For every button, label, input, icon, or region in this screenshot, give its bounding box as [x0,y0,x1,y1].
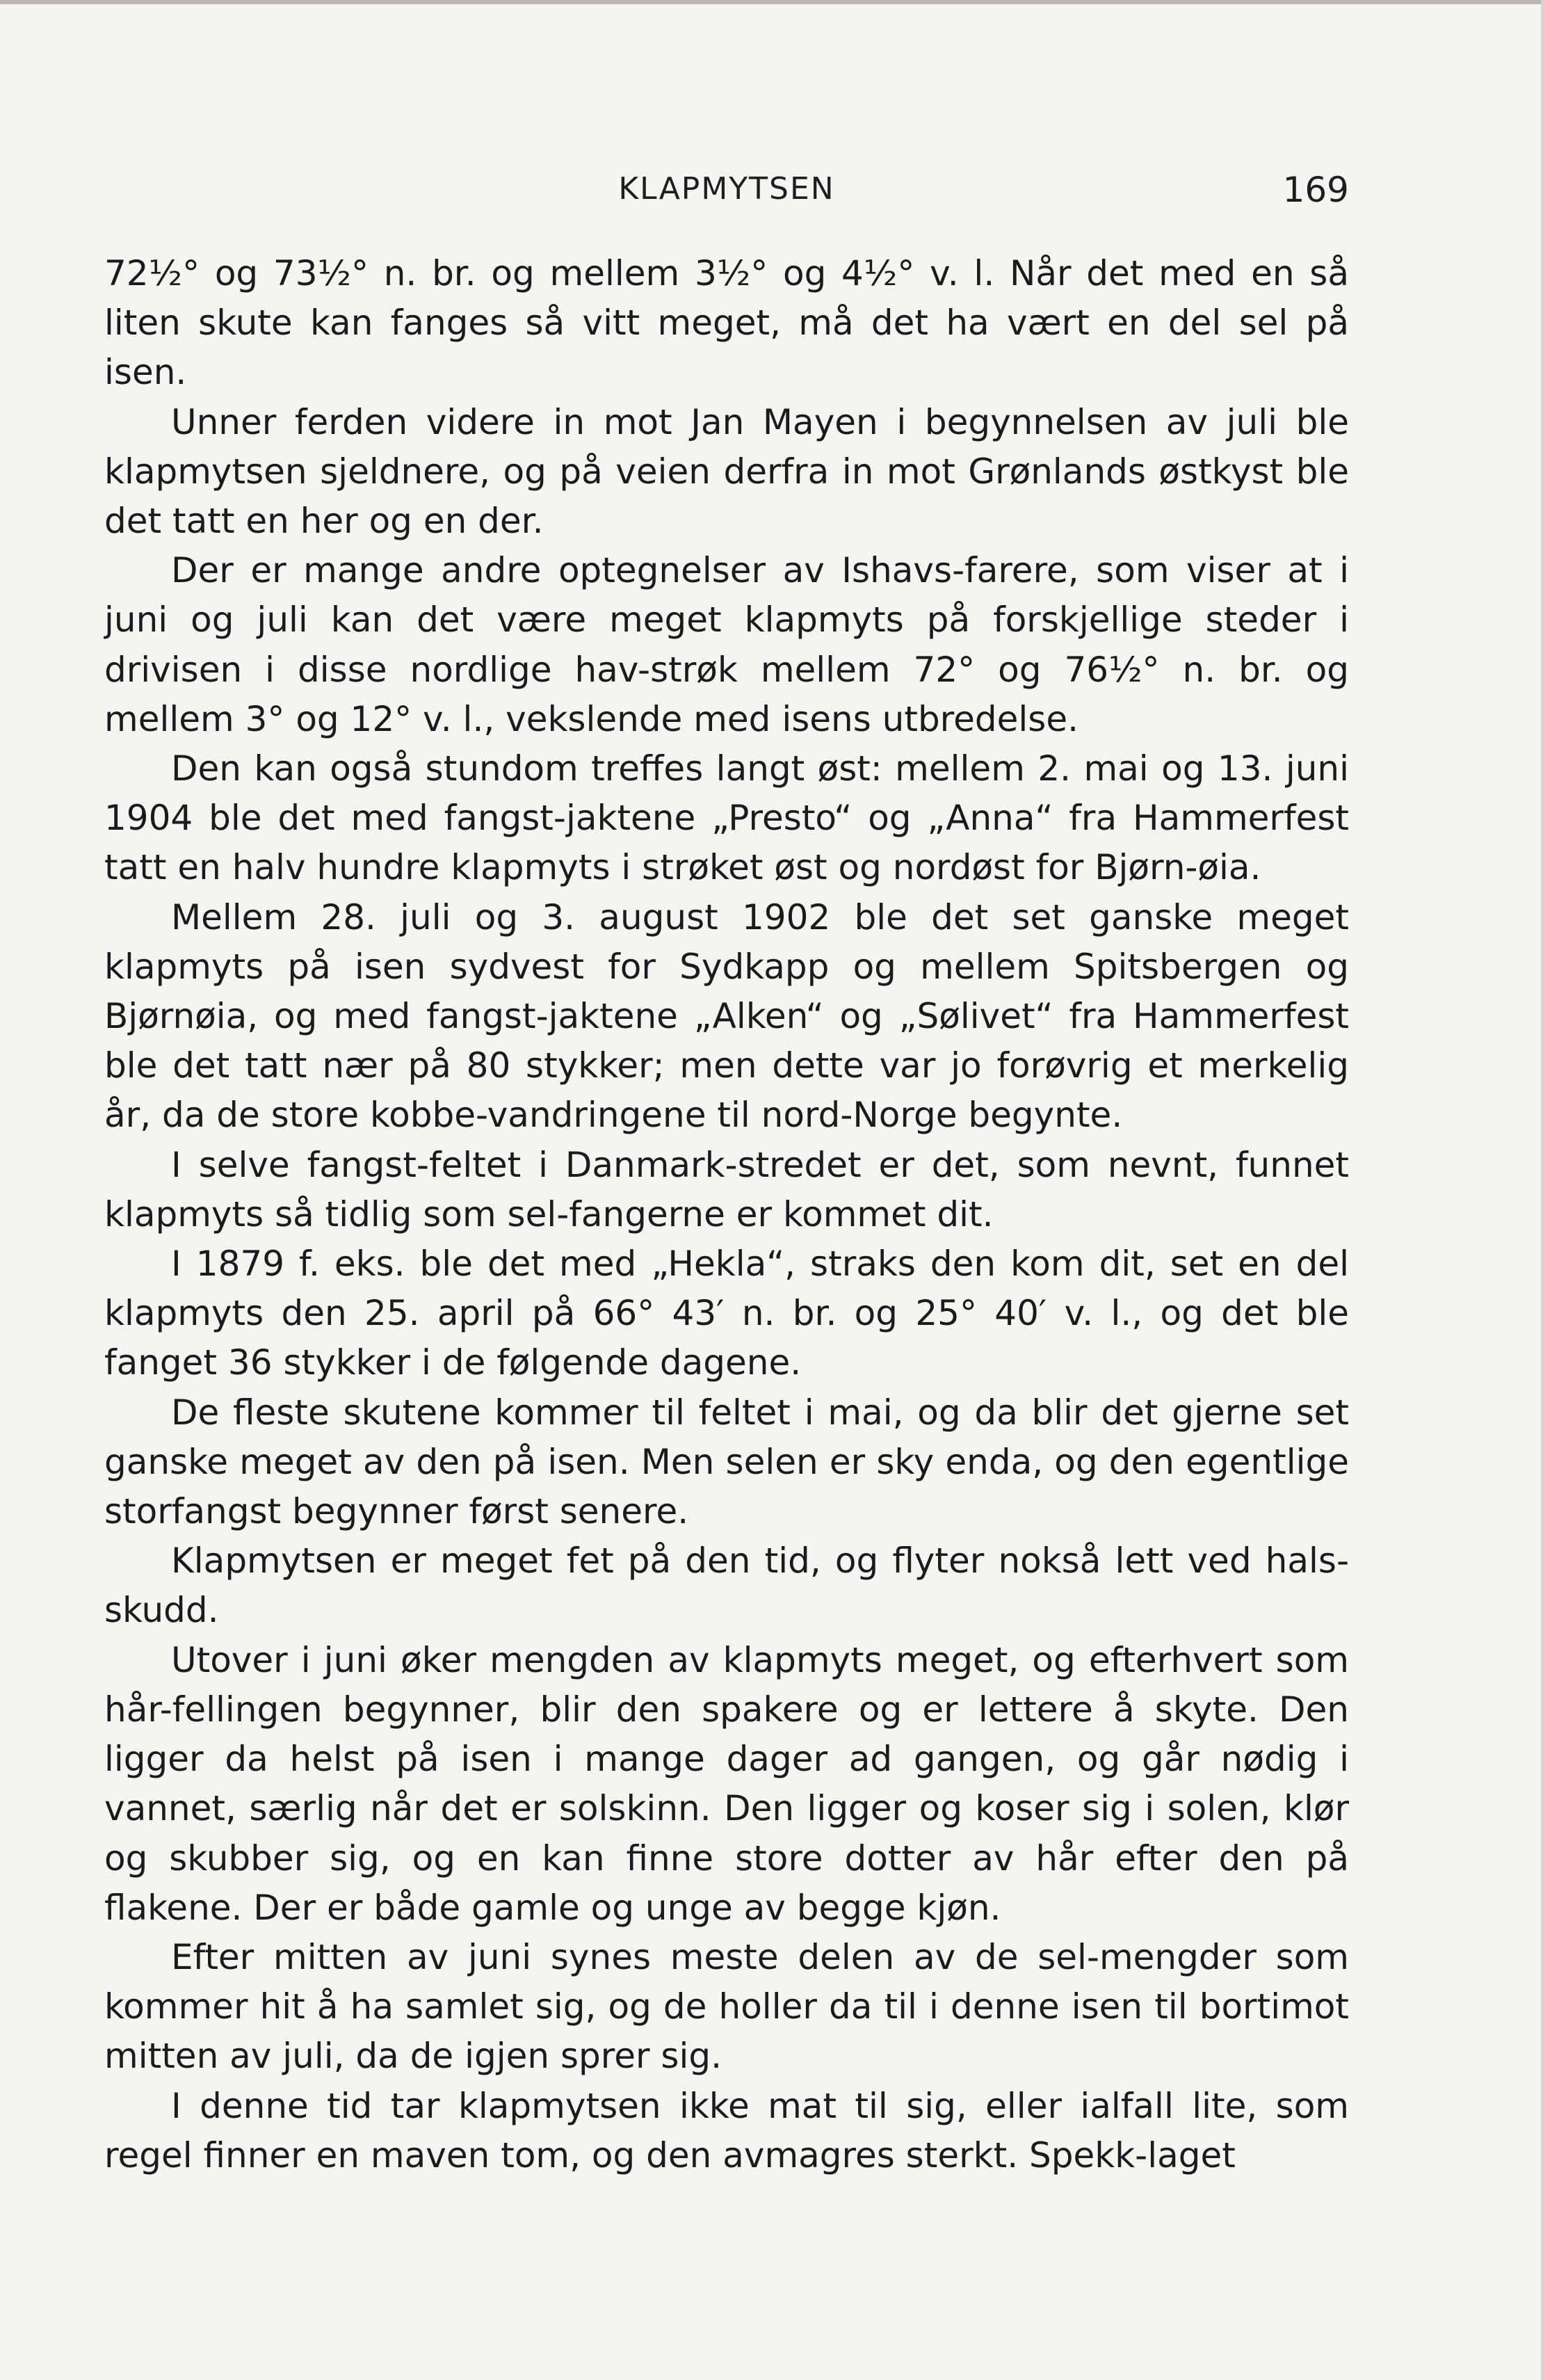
paragraph: I denne tid tar klapmytsen ikke mat til sig, eller ialfall lite, som regel finner en maven tom, og den avmagres sterkt. Spekk-laget [104,2085,1349,2176]
paragraph: Der er mange andre optegnelser av Ishavs-farere, som viser at i juni og juli kan det være meget klapmyts på forskjellige steder i drivisen i disse nordlige hav-strøk mellem 72° og 76½° n. br. og mellem 3° og 12° v. l., vekslende med isens utbredelse. [104,550,1349,739]
paragraph: Den kan også stundom treffes langt øst: mellem 2. mai og 13. juni 1904 ble det med fangst-jaktene „Presto“ og „Anna“ fra Hammerfest tatt en halv hundre klapmyts i strøket øst og nordøst for Bjørn-øia. [104,748,1349,888]
paragraph: Klapmytsen er meget fet på den tid, og flyter nokså lett ved hals-skudd. [104,1541,1349,1631]
paragraph: I selve fangst-feltet i Danmark-stredet er det, som nevnt, funnet klapmyts så tidlig som sel-fangerne er kommet dit. [104,1144,1349,1235]
running-title: KLAPMYTSEN [618,171,835,207]
paragraph-continuation: 72½° og 73½° n. br. og mellem 3½° og 4½° v. l. Når det med en så liten skute kan fanges så vitt meget, må det ha vært en del sel på isen. [104,253,1349,393]
paragraph: Mellem 28. juli og 3. august 1902 ble det set ganske meget klapmyts på isen sydvest for Sydkapp og mellem Spitsbergen og Bjørnøia, og med fangst-jaktene „Alken“ og „Sølivet“ fra Hammerfest ble det tatt nær på 80 stykker; men dette var jo forøvrig et merkelig år, da de store kobbe-vandringene til nord-Norge begynte. [104,896,1349,1136]
paragraph: Efter mitten av juni synes meste delen av de sel-mengder som kommer hit å ha samlet sig, og de holler da til i denne isen til bortimot mitten av juli, da de igjen sprer sig. [104,1936,1349,2077]
body-text [104,249,1349,2180]
paragraph: I 1879 f. eks. ble det med „Hekla“, straks den kom dit, set en del klapmyts den 25. april på 66° 43′ n. br. og 25° 40′ v. l., og det ble fanget 36 stykker i de følgende dagene. [104,1244,1349,1383]
paragraph: Utover i juni øker mengden av klapmyts meget, og efterhvert som hår-fellingen begynner, blir den spakere og er lettere å skyte. Den ligger da helst på isen i mange dager ad gangen, og går nødig i vannet, særlig når det er solskinn. Den ligger og koser sig i solen, klør og skubber sig, og en kan finne store dotter av hår efter den på flakene. Der er både gamle og unge av begge kjøn. [104,1639,1349,1928]
page-header [104,167,1349,223]
page-number: 169 [1282,170,1349,210]
paragraph: De fleste skutene kommer til feltet i mai, og da blir det gjerne set ganske meget av den på isen. Men selen er sky enda, og den egentlige storfangst begynner først senere. [104,1392,1349,1532]
paragraph: Unner ferden videre in mot Jan Mayen i begynnelsen av juli ble klapmytsen sjeldnere, og på veien derfra in mot Grønlands østkyst ble det tatt en her og en der. [104,401,1349,542]
